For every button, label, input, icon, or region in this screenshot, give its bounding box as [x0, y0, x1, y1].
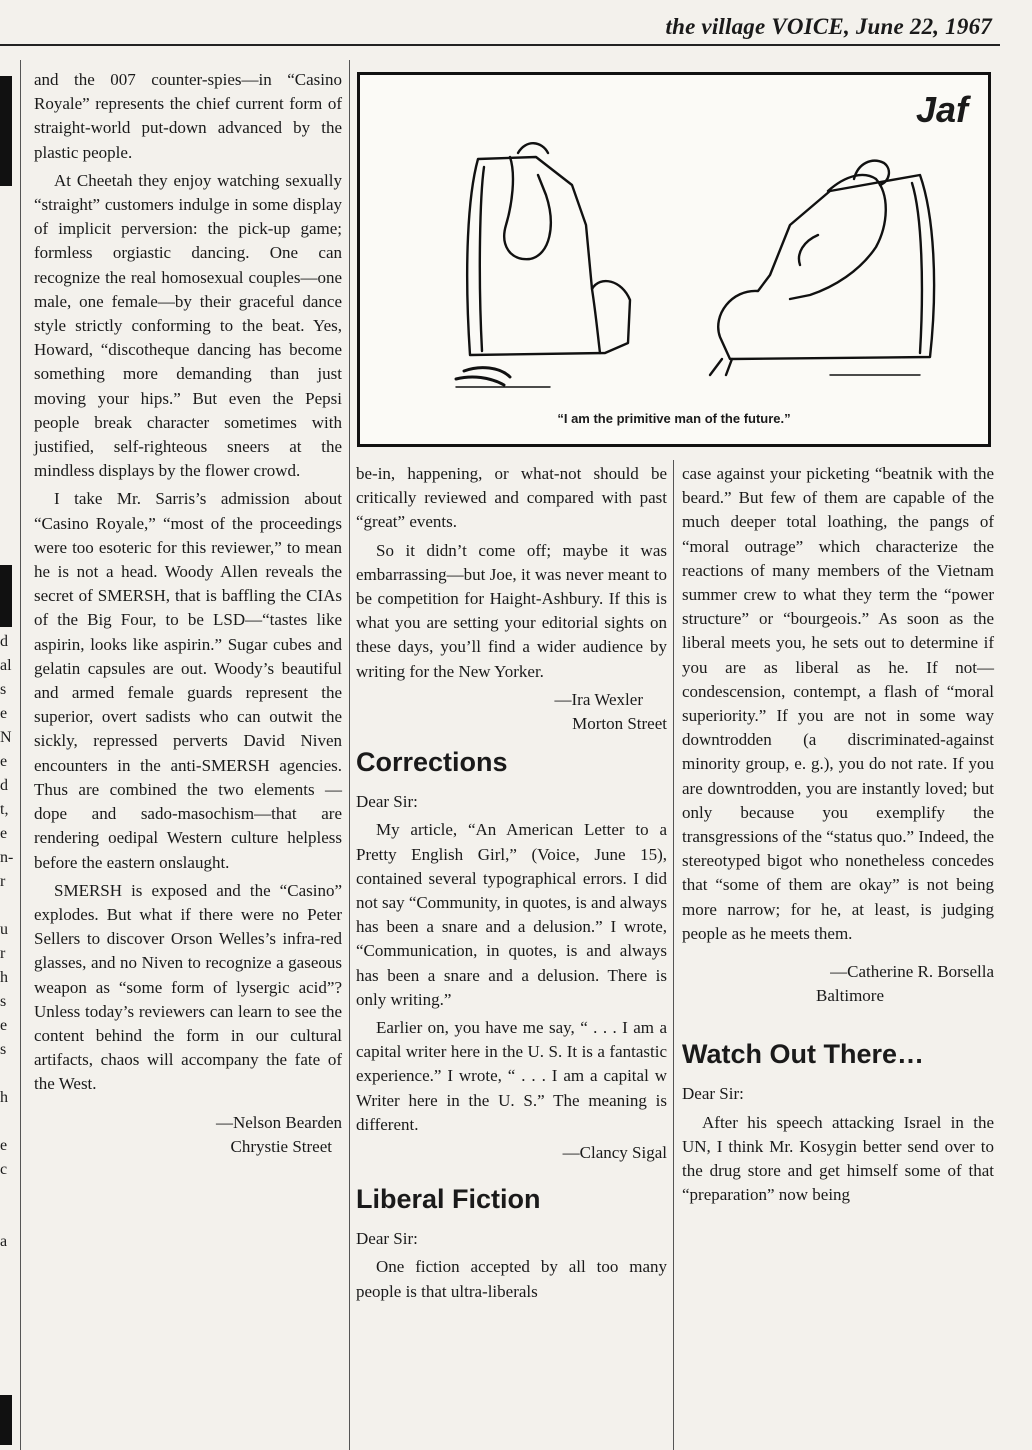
left-fragment: a: [0, 1233, 8, 1250]
left-chair-arm: [592, 289, 600, 353]
column-1: [34, 68, 342, 1163]
left-chair-back-inner: [480, 167, 484, 351]
left-fragment: s: [0, 681, 7, 698]
left-fragment: e: [0, 1017, 8, 1034]
col1-paragraph-3: I take Mr. Sarris’s admission about “Casino Royale,” “most of the proceedings were too esoteric for this reviewer,” to mean he is not a head. Woody Allen reveals the secret of SMERSH, that is baffling the CIAs of the Big Four, to be LSD—“tastes like aspirin, looks like aspirin.” Sugar cubes and gelatin capsules are out. Woody’s beautiful and armed female guards represent the superior, overt sadists who can outwit the sickly, repressed perverts David Niven encounters in the anti-SMERSH agencies. Thus are combined the two elements — dope and sado-masochism—that are rendering oedipal Western culture helpless before the eastern onslaught.: [34, 489, 342, 872]
left-fragment: d: [0, 777, 8, 794]
left-fragment: [0, 1062, 14, 1086]
left-fragment: s: [0, 993, 7, 1010]
left-fragment: [0, 1206, 14, 1230]
cartoon-drawing: [360, 75, 988, 405]
col2-signature-1-address: Morton Street: [572, 714, 667, 734]
left-armchair: [467, 157, 630, 355]
watch-out-salutation: Dear Sir:: [682, 1084, 744, 1104]
left-edge-bar-top: [0, 76, 12, 186]
cartoon-artist-signature: Jaf: [915, 89, 968, 130]
left-fragment: N: [0, 729, 12, 746]
col2-paragraph-1: be-in, happening, or what-not should be critically reviewed and compared with past “great” events.: [356, 464, 667, 532]
col2-signature-1-name: —Ira Wexler: [554, 689, 643, 709]
left-fragment: e: [0, 825, 8, 842]
left-fragment: e: [0, 1137, 8, 1154]
col1-paragraph-2: At Cheetah they enjoy watching sexually “straight” customers indulge in some display of implicit perversion: the pick-up game; formless orgiastic dancing. One can recognize the real homosexual couples—one male, one female—by their graceful dance style strictly conforming to the beat. Yes, Howard, “discotheque dancing has become something more demanding than just moving your hips.” But even the Pepsi people break character sometimes with justified, self-righteous sneers at the mindless displays by the flower crowd.: [34, 170, 342, 481]
col2-signature-2-name: —Clancy Sigal: [562, 1143, 667, 1163]
col1-paragraph-1: and the 007 counter-spies—in “Casino Royale” represents the chief current form of straight-world put-down advanced by the plastic people.: [34, 70, 342, 162]
left-edge-bar-bottom: [0, 1395, 12, 1445]
left-fragment: r: [0, 873, 6, 890]
col1-signature-address: Chrystie Street: [230, 1136, 332, 1156]
left-fragment: [0, 894, 14, 918]
left-fragment: h: [0, 1089, 8, 1106]
left-figure-head: [518, 143, 548, 153]
right-chair-back-inner: [912, 183, 922, 353]
left-fragment: [0, 1110, 14, 1134]
corrections-salutation: Dear Sir:: [356, 792, 418, 812]
column-rule-1: [20, 60, 21, 1450]
col3-signature-address: Baltimore: [816, 986, 884, 1006]
col3-paragraph-1: case against your picketing “beatnik with the beard.” But few of them are capable of the much deeper total loathing, the pangs of “moral outrage” which characterize the reactions of many members of the Vietnam summer crew to what they term the “power structure” or “bourgeois.” As soon as the liberal meets you, he sets out to determine if you are as liberal as he. If not—condescension, contempt, a flash of “moral superiority.” If you are not in some way downtrodden (a discriminated-against minority group, e. g.), you do not rate. If you are downtrodden, you are instantly loved; but only because you exemplify the transgressions of the “status quo.” Indeed, the stereotyped bigot who nonetheless concedes that “some of them are okay” is not being more narrow; for he, at least, is judging people as he meets them.: [682, 464, 994, 943]
watch-out-paragraph-1: After his speech attacking Israel in the UN, I think Mr. Kosygin better send over to the drug store and get himself some of that “preparation” now being: [682, 1112, 994, 1205]
left-edge-bar-mid: [0, 565, 12, 627]
liberal-fiction-heading: Liberal Fiction: [356, 1184, 541, 1215]
liberal-fiction-paragraph-1: One fiction accepted by all too many people is that ultra-liberals: [356, 1257, 667, 1301]
column-rule-3: [673, 460, 674, 1450]
watch-out-heading: Watch Out There…: [682, 1039, 925, 1070]
left-fragment: al: [0, 657, 12, 674]
column-rule-2: [349, 60, 350, 1450]
left-fragment: r: [0, 945, 6, 962]
corrections-paragraph-2: Earlier on, you have me say, “ . . . I am a capital writer here in the U. S. It is a fantastic experience.” I wrote, “ . . . I am a capital w Writer here in the U. S.” The meaning is different.: [356, 1018, 667, 1134]
left-fragment: u: [0, 921, 8, 938]
floor-marks: [456, 375, 920, 387]
masthead-rule: [0, 44, 1000, 46]
right-figure-arm: [799, 235, 818, 265]
right-seated-figure: [790, 175, 886, 299]
left-fragment: h: [0, 969, 8, 986]
column-3: [682, 462, 994, 1211]
right-feet: [710, 359, 732, 375]
left-fragment: d: [0, 633, 8, 650]
left-fragment: c: [0, 1161, 8, 1178]
col1-paragraph-4: SMERSH is exposed and the “Casino” explodes. But what if there were no Peter Sellers to discover Orson Welles’s infra-red glasses, and no Niven to recognize a gaseous weapon as “some form of lysergic acid”? Unless today’s reviewers can learn to see the content behind the form in our cultural artifacts, chaos will accompany the fate of the West.: [34, 880, 342, 1094]
col2-paragraph-2: So it didn’t come off; maybe it was embarrassing—but Joe, it was never meant to be competition for Haight-Ashbury. If this is what you are setting your editorial sights on these days, you’ll find a wider audience by writing for the New Yorker.: [356, 540, 667, 681]
col1-signature-name: —Nelson Bearden: [215, 1112, 342, 1132]
left-fragment: n-: [0, 849, 14, 866]
left-fragment: [0, 1182, 14, 1206]
column-2: [356, 462, 667, 1308]
left-fragment: s: [0, 1041, 7, 1058]
left-fragment: e: [0, 753, 8, 770]
left-fragment: t,: [0, 801, 9, 818]
left-fragment: e: [0, 705, 8, 722]
col3-signature-name: —Catherine R. Borsella: [830, 962, 994, 982]
left-edge-fragments: [0, 630, 14, 1254]
liberal-fiction-salutation: Dear Sir:: [356, 1229, 418, 1249]
left-seated-figure: [504, 157, 550, 259]
cartoon-panel: [357, 72, 991, 447]
masthead: the village VOICE, June 22, 1967: [665, 14, 992, 39]
left-feet: [456, 368, 510, 385]
cartoon-caption: “I am the primitive man of the future.”: [557, 411, 791, 426]
right-armchair: [718, 175, 934, 359]
corrections-paragraph-1: My article, “An American Letter to a Pretty English Girl,” (Voice, June 15), contained several typographical errors. I did not say “Community, in quotes, is and always has been a snare and a delusion.” I wrote, “Communication, in quotes, is and always has been a snare and a delusion. There is only writing.”: [356, 820, 668, 1009]
corrections-heading: Corrections: [356, 747, 508, 778]
